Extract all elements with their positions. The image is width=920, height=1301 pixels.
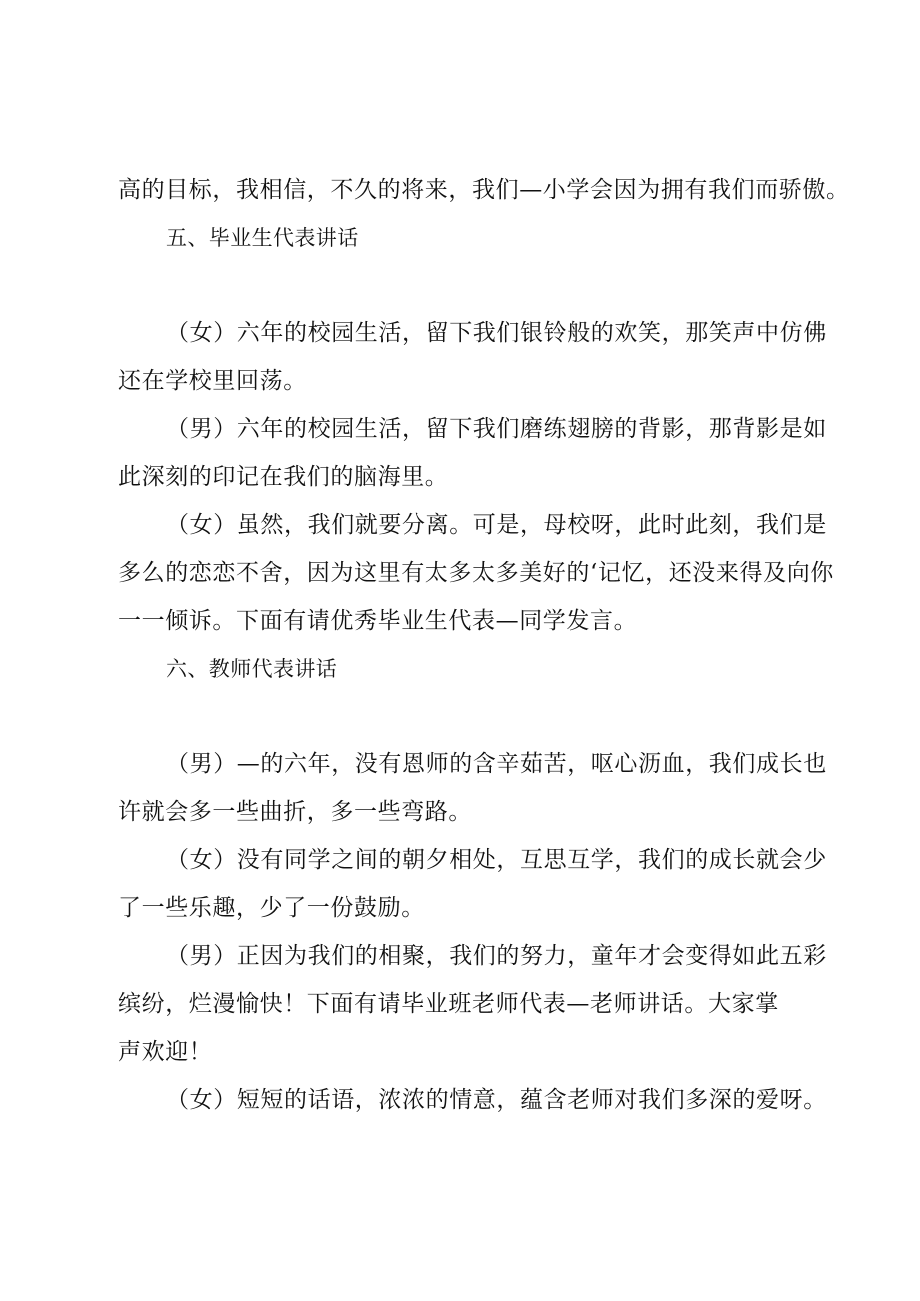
text-line: 声欢迎！ xyxy=(118,1039,213,1065)
text-line: 缤纷，烂漫愉快！下面有请毕业班老师代表—老师讲话。大家掌 xyxy=(118,991,779,1017)
text-line: 此深刻的印记在我们的脑海里。 xyxy=(118,464,449,490)
section-heading: 五、毕业生代表讲话 xyxy=(166,226,359,250)
text-line: （女）短短的话语，浓浓的情意，蕴含老师对我们多深的爱呀。 xyxy=(166,1087,827,1113)
text-line: 还在学校里回荡。 xyxy=(118,368,307,394)
text-line: 一一倾诉。下面有请优秀毕业生代表—同学发言。 xyxy=(118,608,638,634)
text-line: 许就会多一些曲折，多一些弯路。 xyxy=(118,799,472,825)
text-line: （男）正因为我们的相聚，我们的努力，童年才会变得如此五彩 xyxy=(166,943,827,969)
text-line: 高的目标，我相信，不久的将来，我们—小学会因为拥有我们而骄傲。 xyxy=(118,177,850,203)
text-line: 了一些乐趣，少了一份鼓励。 xyxy=(118,895,425,921)
text-line: （女）虽然，我们就要分离。可是，母校呀，此时此刻，我们是 xyxy=(166,512,827,538)
text-line: （男）—的六年，没有恩师的含辛茹苦，呕心沥血，我们成长也 xyxy=(166,751,827,777)
text-line: （男）六年的校园生活，留下我们磨练翅膀的背影，那背影是如 xyxy=(166,416,827,442)
section-heading: 六、教师代表讲话 xyxy=(166,657,338,681)
text-line: （女）没有同学之间的朝夕相处，互思互学，我们的成长就会少 xyxy=(166,847,827,873)
text-line: （女）六年的校园生活，留下我们银铃般的欢笑，那笑声中仿佛 xyxy=(166,320,827,346)
text-line: 多么的恋恋不舍，因为这里有太多太多美好的‘记忆，还没来得及向你 xyxy=(118,560,834,586)
